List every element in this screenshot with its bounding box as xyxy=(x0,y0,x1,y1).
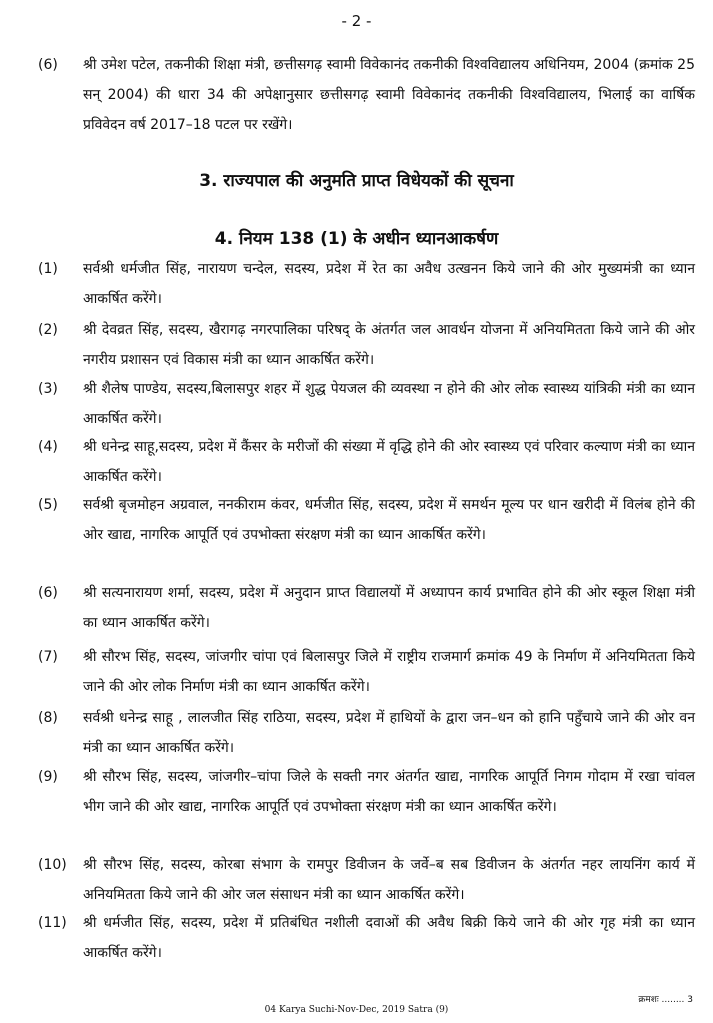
item-number: (8) xyxy=(38,710,58,726)
item-number: (1) xyxy=(38,261,58,277)
item-number: (7) xyxy=(38,649,58,665)
item-number: (4) xyxy=(38,439,58,455)
item-text: श्री शैलेष पाण्डेय, सदस्य,बिलासपुर शहर में शुद्ध पेयजल की व्यवस्था न होने की ओर लोक स्वास्थ्य यांत्रिकी मंत्री का ध्यान आकर्षित करेंगे। xyxy=(83,381,695,427)
continuation-note: क्रमशः ........ 3 xyxy=(638,995,693,1005)
item-number: (5) xyxy=(38,497,58,513)
item-number: (3) xyxy=(38,381,58,397)
item-number: (6) xyxy=(38,57,58,73)
item-text: श्री सौरभ सिंह, सदस्य, कोरबा संभाग के रामपुर डिवीजन के जर्वे–ब सब डिवीजन के अंतर्गत नहर लायनिंग कार्य में अनियमितता किये जाने की ओर जल संसाधन मंत्री का ध्यान आकर्षित करेंगे। xyxy=(83,857,695,903)
section-4-heading: 4. नियम 138 (1) के अधीन ध्यानआकर्षण xyxy=(214,229,499,249)
page-number: - 2 - xyxy=(341,12,372,30)
footer: 04 Karya Suchi-Nov-Dec, 2019 Satra (9) xyxy=(264,1005,449,1015)
item-text: सर्वश्री धर्मजीत सिंह, नारायण चन्देल, सदस्य, प्रदेश में रेत का अवैध उत्खनन किये जाने की ओर मुख्यमंत्री का ध्यान आकर्षित करेंगे। xyxy=(83,261,695,307)
item-number: (2) xyxy=(38,322,58,338)
item-number: (6) xyxy=(38,585,58,601)
item-number: (9) xyxy=(38,769,58,785)
item-text: श्री धर्मजीत सिंह, सदस्य, प्रदेश में प्रतिबंधित नशीली दवाओं की अवैध बिक्री किये जाने की ओर गृह मंत्री का ध्यान आकर्षित करेंगे। xyxy=(83,915,695,961)
section-3-heading: 3. राज्यपाल की अनुमति प्राप्त विधेयकों की सूचना xyxy=(199,171,514,191)
item-text: श्री सत्यनारायण शर्मा, सदस्य, प्रदेश में अनुदान प्राप्त विद्यालयों में अध्यापन कार्य प्रभावित होने की ओर स्कूल शिक्षा मंत्री का ध्यान आकर्षित करेंगे। xyxy=(83,585,695,631)
item-text: सर्वश्री धनेन्द्र साहू , लालजीत सिंह राठिया, सदस्य, प्रदेश में हाथियों के द्वारा जन–धन को हानि पहुँचाये जाने की ओर वन मंत्री का ध्यान आकर्षित करेंगे। xyxy=(83,710,695,756)
item-number: (11) xyxy=(38,915,67,931)
item-text: श्री धनेन्द्र साहू,सदस्य, प्रदेश में कैंसर के मरीजों की संख्या में वृद्धि होने की ओर स्वास्थ्य एवं परिवार कल्याण मंत्री का ध्यान आकर्षित करेंगे। xyxy=(83,439,695,485)
item-text: सर्वश्री बृजमोहन अग्रवाल, ननकीराम कंवर, धर्मजीत सिंह, सदस्य, प्रदेश में समर्थन मूल्य पर धान खरीदी में विलंब होने की ओर खाद्य, नागरिक आपूर्ति एवं उपभोक्ता संरक्षण मंत्री का ध्यान आकर्षित करेंगे। xyxy=(83,497,695,543)
item-number: (10) xyxy=(38,857,67,873)
item-text: श्री देवव्रत सिंह, सदस्य, खैरागढ़ नगरपालिका परिषद् के अंतर्गत जल आवर्धन योजना में अनियमितता किये जाने की ओर नगरीय प्रशासन एवं विकास मंत्री का ध्यान आकर्षित करेंगे। xyxy=(83,322,695,368)
item-text: श्री उमेश पटेल, तकनीकी शिक्षा मंत्री, छत्तीसगढ़ स्वामी विवेकानंद तकनीकी विश्वविद्यालय अधिनियम, 2004 (क्रमांक 25 सन् 2004) की धारा 34 की अपेक्षानुसार छत्तीसगढ़ स्वामी विवेकानंद तकनीकी विश्वविद्यालय, भिलाई का वार्षिक प्रविवेदन वर्ष 2017–18 पटल पर रखेंगे। xyxy=(83,57,695,133)
item-text: श्री सौरभ सिंह, सदस्य, जांजगीर चांपा एवं बिलासपुर जिले में राष्ट्रीय राजमार्ग क्रमांक 49 के निर्माण में अनियमितता किये जाने की ओर लोक निर्माण मंत्री का ध्यान आकर्षित करेंगे। xyxy=(83,649,695,695)
item-text: श्री सौरभ सिंह, सदस्य, जांजगीर–चांपा जिले के सक्ती नगर अंतर्गत खाद्य, नागरिक आपूर्ति निगम गोदाम में रखा चांवल भीग जाने की ओर खाद्य, नागरिक आपूर्ति एवं उपभोक्ता संरक्षण मंत्री का ध्यान आकर्षित करेंगे। xyxy=(83,769,695,815)
